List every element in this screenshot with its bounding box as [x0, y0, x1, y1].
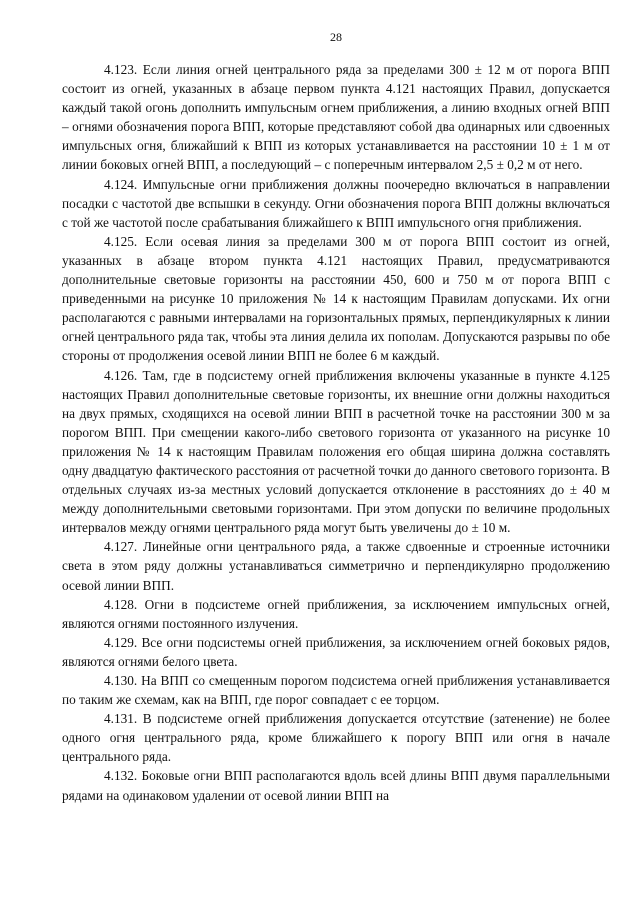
paragraph-4-126: 4.126. Там, где в подсистему огней приближения включены указанные в пункте 4.125 настоящих Правил дополнительные световые горизонты, их внешние огни должны находиться на двух прямых, сходящихся на осевой линии ВПП в расчетной точке на расстоянии 300 м за порогом ВПП. При смещении какого-либо светового горизонта от указанного на рисунке 10 приложения № 14 к настоящим Правилам положения его общая ширина должна составлять одну двадцатую фактического расстояния от расчетной точки до данного светового горизонта. В отдельных случаях из-за местных условий допускается отклонение в расстояниях до ± 40 м между дополнительными световыми горизонтами. При этом допуски по величине продольных интервалов между огнями центрального ряда могут быть увеличены до ± 10 м.: [62, 367, 610, 536]
page-number: 28: [330, 30, 342, 44]
paragraph-4-125: 4.125. Если осевая линия за пределами 300 м от порога ВПП состоит из огней, указанных в абзаце втором пункта 4.121 настоящих Правил, предусматриваются дополнительные световые горизонты на расстоянии 450, 600 и 750 м от порога ВПП с приведенными на рисунке 10 приложения № 14 к настоящим Правилам допусками. Их огни располагаются с равными интервалами на горизонтальных прямых, перпендикулярных к линии огней центрального ряда так, чтобы эта линия делила их пополам. Допускаются разрывы по обе стороны от продолжения осевой линии ВПП не более 6 м каждый.: [62, 233, 610, 364]
paragraph-4-129: 4.129. Все огни подсистемы огней приближения, за исключением огней боковых рядов, являются огнями белого цвета.: [62, 634, 610, 669]
paragraph-4-124: 4.124. Импульсные огни приближения должны поочередно включаться в направлении посадки с частотой две вспышки в секунду. Огни обозначения порога ВПП должны включаться с той же частотой после срабатывания ближайшего к ВПП импульсного огня приближения.: [62, 176, 610, 230]
paragraph-4-131: 4.131. В подсистеме огней приближения допускается отсутствие (затенение) не более одного огня центрального ряда, кроме ближайшего к порогу ВПП или огня в начале центрального ряда.: [62, 711, 610, 765]
paragraph-4-128: 4.128. Огни в подсистеме огней приближения, за исключением импульсных огней, являются огнями постоянного излучения.: [62, 596, 610, 631]
paragraph-4-127: 4.127. Линейные огни центрального ряда, а также сдвоенные и строенные источники света в этом ряду должны устанавливаться симметрично и перпендикулярно продолжению осевой линии ВПП.: [62, 539, 610, 593]
paragraph-4-130: 4.130. На ВПП со смещенным порогом подсистема огней приближения устанавливается по таким же схемам, как на ВПП, где порог совпадает с ее торцом.: [62, 673, 610, 708]
paragraph-4-123: 4.123. Если линия огней центрального ряда за пределами 300 ± 12 м от порога ВПП состоит из огней, указанных в абзаце первом пункта 4.121 настоящих Правил, допускается каждый такой огонь дополнить импульсным огнем приближения, а линию входных огней ВПП – огнями обозначения порога ВПП, которые представляют собой два одинарных или сдвоенных импульсных огня, ближайший к ВПП из которых устанавливается на расстоянии 10 ± 1 м от линии боковых огней ВПП, а последующий – с поперечным интервалом 2,5 ± 0,2 м от него.: [62, 62, 610, 173]
paragraph-4-132: 4.132. Боковые огни ВПП располагаются вдоль всей длины ВПП двумя параллельными рядами на одинаковом удалении от осевой линии ВПП на: [62, 768, 610, 803]
document-page: [62, 30, 610, 805]
